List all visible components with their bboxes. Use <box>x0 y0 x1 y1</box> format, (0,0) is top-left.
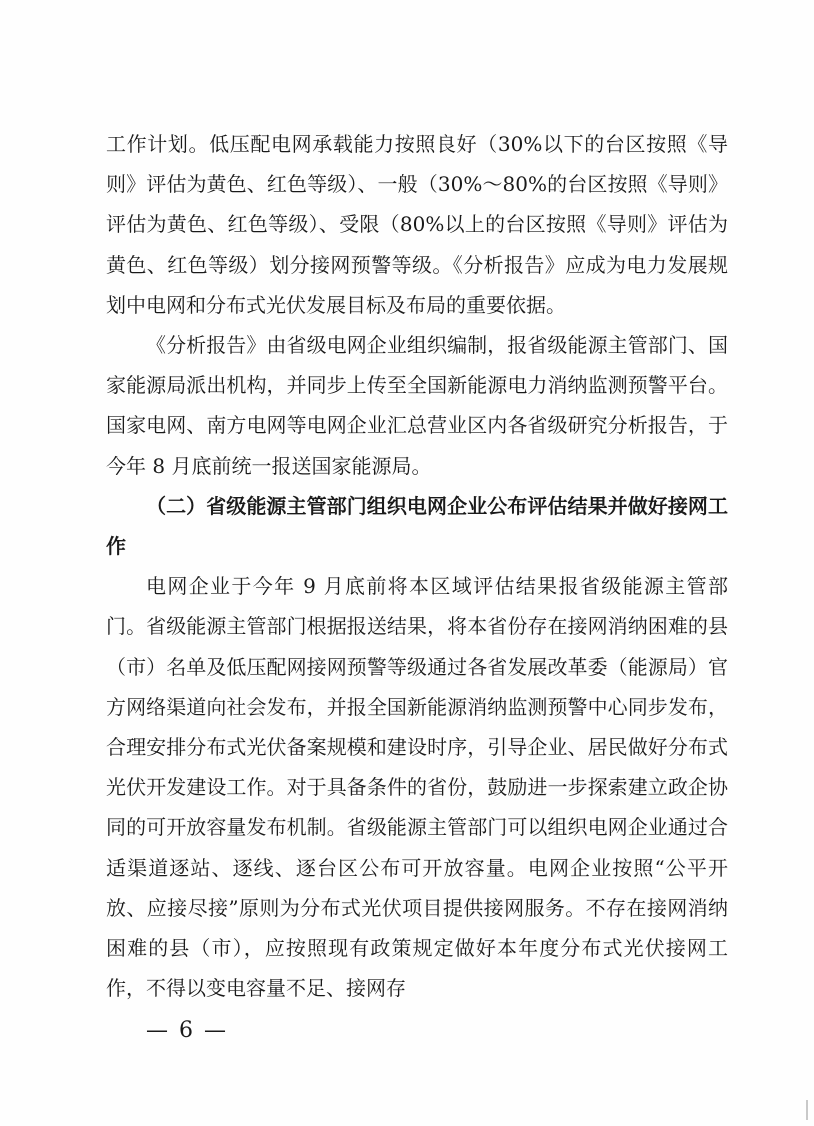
page-number: — 6 — <box>146 1018 228 1043</box>
section-heading: （二）省级能源主管部门组织电网企业公布评估结果并做好接网工作 <box>106 493 728 559</box>
paragraph-continuation: 工作计划。低压配电网承载能力按照良好（30%以下的台区按照《导则》评估为黄色、红色等级）、一般（30%～80%的台区按照《导则》评估为黄色、红色等级）、受限（80%以上的台区按照《导则》评估为黄色、红色等级）划分接网预警等级。《分析报告》应成为电力发展规划中电网和分布式光伏发展目标及布局的重要依据。 <box>106 132 728 317</box>
body-text <box>106 124 728 1008</box>
paragraph-grid-enterprise: 电网企业于今年 9 月底前将本区域评估结果报省级能源主管部门。省级能源主管部门根据报送结果，将本省份存在接网消纳困难的县（市）名单及低压配网接网预警等级通过各省发展改革委（能源局）官方网络渠道向社会发布，并报全国新能源消纳监测预警中心同步发布，合理安排分布式光伏备案规模和建设时序，引导企业、居民做好分布式光伏开发建设工作。对于具备条件的省份，鼓励进一步探索建立政企协同的可开放容量发布机制。省级能源主管部门可以组织电网企业通过合适渠道逐站、逐线、逐台区公布可开放容量。电网企业按照“公平开放、应接尽接”原则为分布式光伏项目提供接网服务。不存在接网消纳困难的县（市），应按照现有政策规定做好本年度分布式光伏接网工作，不得以变电容量不足、接网存 <box>106 574 728 1001</box>
scan-edge-mark <box>806 1100 808 1120</box>
paragraph-analysis-report: 《分析报告》由省级电网企业组织编制，报省级能源主管部门、国家能源局派出机构，并同步上传至全国新能源电力消纳监测预警平台。国家电网、南方电网等电网企业汇总营业区内各省级研究分析报告，于今年 8 月底前统一报送国家能源局。 <box>106 333 728 478</box>
